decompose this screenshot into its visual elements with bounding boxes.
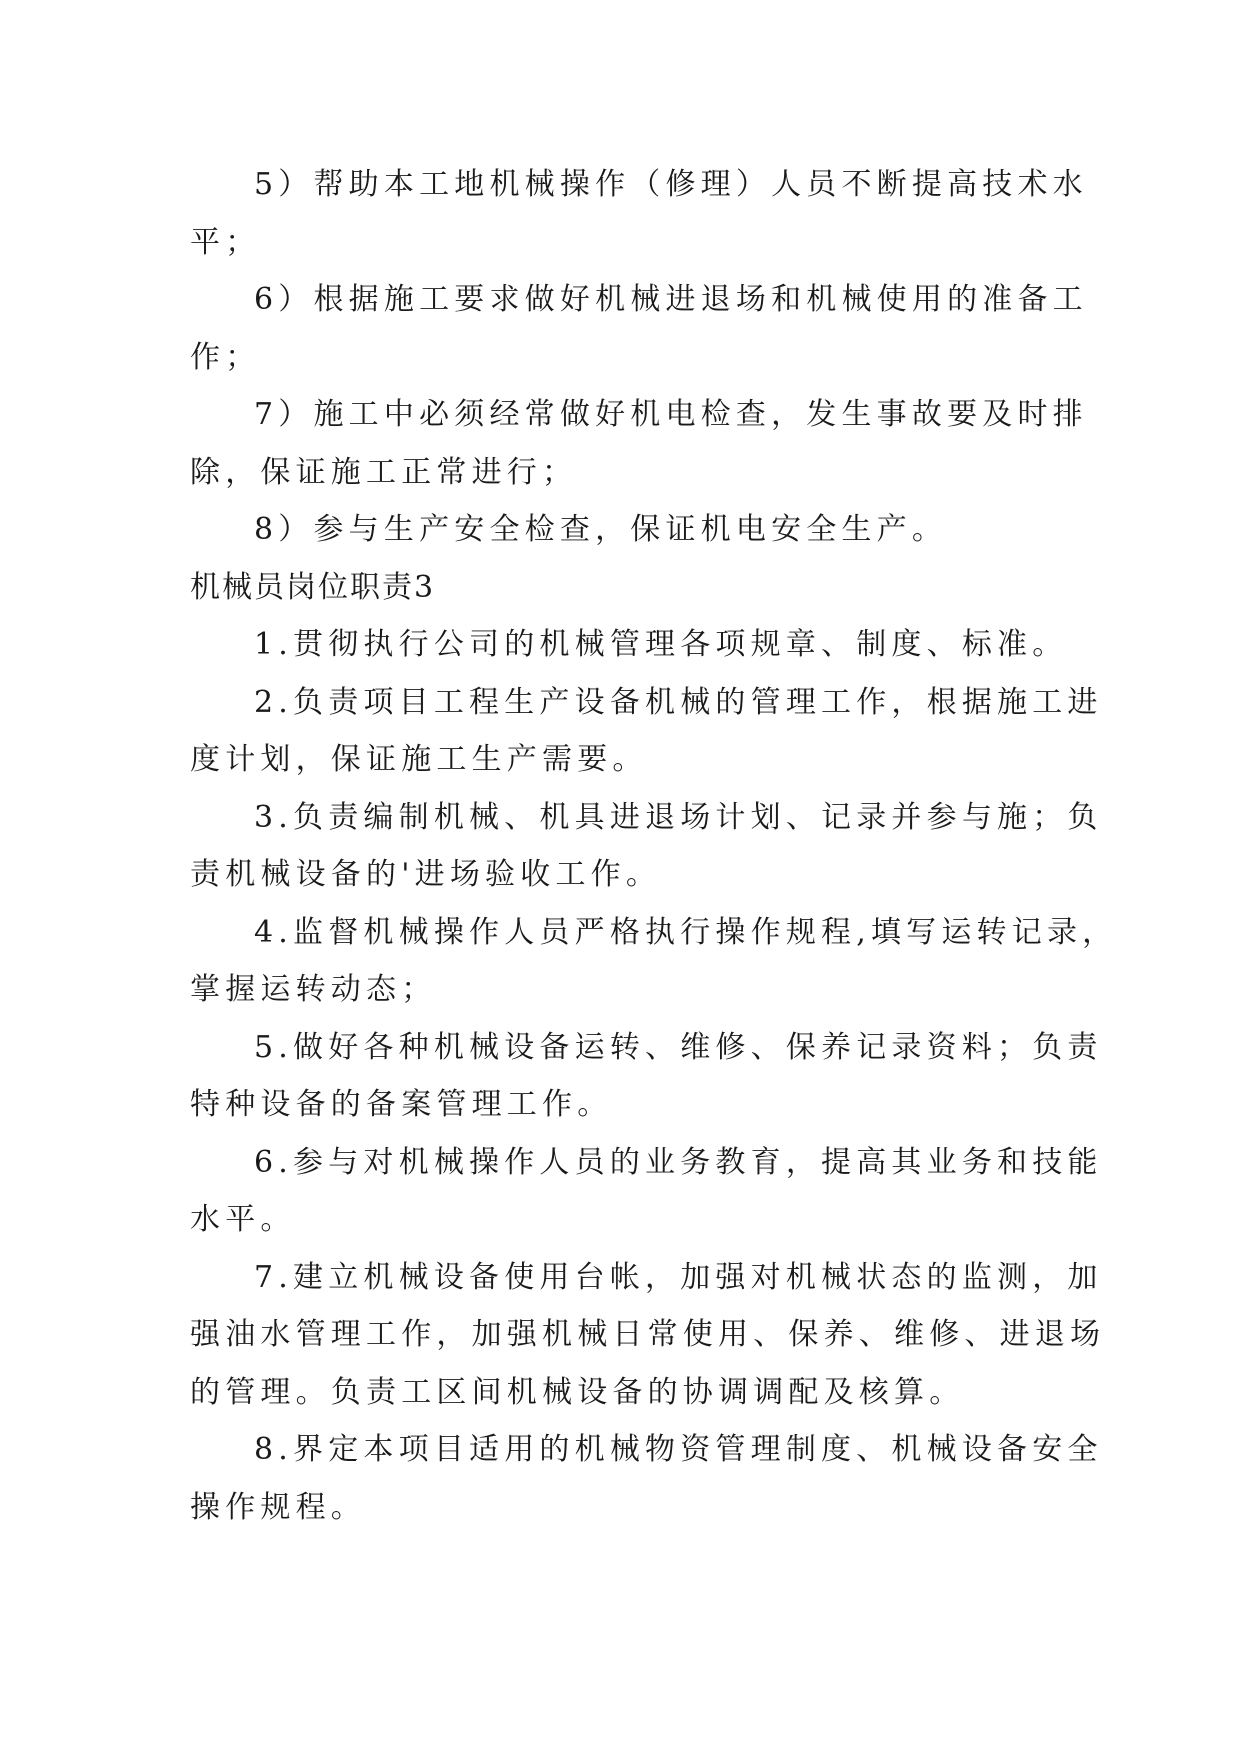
text-line: 操作规程。 [190,1489,366,1525]
text-line: 度计划，保证施工生产需要。 [190,742,648,777]
text-line: 作； [190,339,261,375]
text-line: 2.负责项目工程生产设备机械的管理工作，根据施工进 [254,684,1103,720]
text-line: 特种设备的备案管理工作。 [190,1087,613,1122]
text-line: 4.监督机械操作人员严格执行操作规程,填写运转记录， [254,914,1118,950]
text-line: 7）施工中必须经常做好机电检查，发生事故要及时排 [254,397,1088,432]
text-line: 5）帮助本工地机械操作（修理）人员不断提高技术水 [254,167,1088,202]
text-line: 责机械设备的'进场验收工作。 [190,857,662,892]
text-line: 除，保证施工正常进行； [190,454,578,490]
text-line: 7.建立机械设备使用台帐，加强对机械状态的监测，加 [254,1259,1103,1295]
text-line: 6.参与对机械操作人员的业务教育，提高其业务和技能 [254,1144,1103,1180]
text-line: 掌握运转动态； [190,972,437,1007]
text-line: 3.负责编制机械、机具进退场计划、记录并参与施；负 [254,799,1103,835]
text-line: 平； [190,224,261,260]
section-heading: 机械员岗位职责3 [190,569,436,605]
text-line: 水平。 [190,1202,296,1237]
text-line: 6）根据施工要求做好机械进退场和机械使用的准备工 [254,282,1088,317]
text-line: 强油水管理工作，加强机械日常使用、保养、维修、进退场 [190,1317,1106,1352]
text-line: 8）参与生产安全检查，保证机电安全生产。 [254,512,948,547]
text-line: 8.界定本项目适用的机械物资管理制度、机械设备安全 [254,1432,1103,1467]
text-line: 5.做好各种机械设备运转、维修、保养记录资料；负责 [254,1029,1103,1065]
text-line: 1.贯彻执行公司的机械管理各项规章、制度、标准。 [254,627,1068,662]
document-page [190,156,1118,1536]
text-line: 的管理。负责工区间机械设备的协调调配及核算。 [190,1374,965,1410]
